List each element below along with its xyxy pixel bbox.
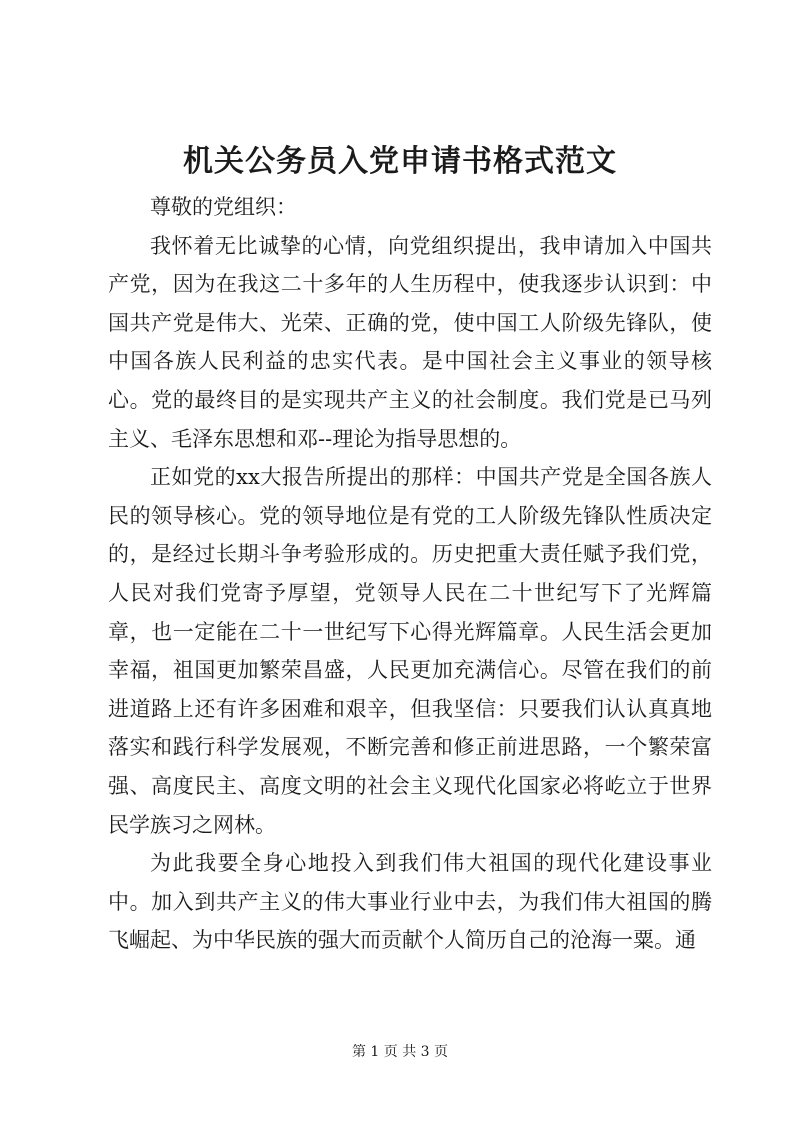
paragraph-3: 为此我要全身心地投入到我们伟大祖国的现代化建设事业中。加入到共产主义的伟大事业行业中去，为我们伟大祖国的腾飞崛起、为中华民族的强大而贡献个人简历自己的沧海一粟。通	[108, 851, 712, 953]
paragraph-1: 我怀着无比诚挚的心情，向党组织提出，我申请加入中国共产党，因为在我这二十多年的人生历程中，使我逐步认识到：中国共产党是伟大、光荣、正确的党，使中国工人阶级先锋队，使中国各族人民利益的忠实代表。是中国社会主义事业的领导核心。党的最终目的是实现共产主义的社会制度。我们党是已马列主义、毛泽东思想和邓--理论为指导思想的。	[108, 233, 712, 451]
paragraph-2: 正如党的xx大报告所提出的那样：中国共产党是全国各族人民的领导核心。党的领导地位是有党的工人阶级先锋队性质决定的，是经过长期斗争考验形成的。历史把重大责任赋予我们党，人民对我们党寄予厚望，党领导人民在二十世纪写下了光辉篇章，也一定能在二十一世纪写下心得光辉篇章。人民生活会更加幸福，祖国更加繁荣昌盛，人民更加充满信心。尽管在我们的前进道路上还有许多困难和艰辛，但我坚信：只要我们认认真真地落实和践行科学发展观，不断完善和修正前进思路，一个繁荣富强、高度民主、高度文明的社会主义现代化国家必将屹立于世界民学族习之网林。	[108, 465, 712, 837]
document-title: 机关公务员入党申请书格式范文	[183, 144, 617, 179]
page-footer: 第 1 页 共 3 页	[351, 1044, 449, 1060]
document-body	[108, 188, 712, 960]
salutation: 尊敬的党组织：	[150, 195, 297, 219]
